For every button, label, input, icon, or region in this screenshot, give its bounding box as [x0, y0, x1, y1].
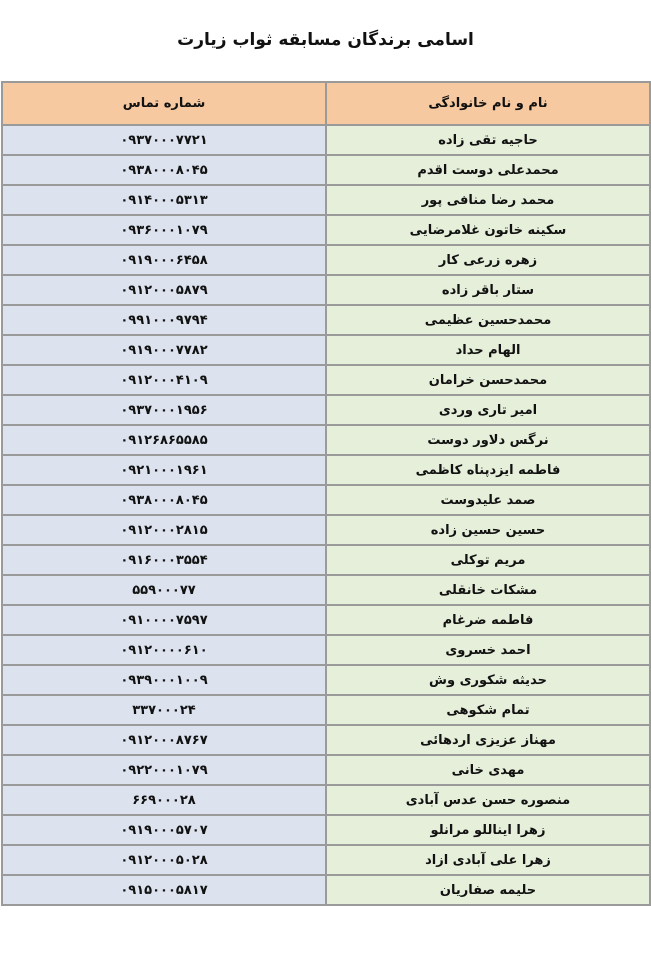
phone-number-cell: ۰۹۳۸۰۰۰۸۰۴۵ — [2, 155, 326, 185]
table-row — [2, 515, 650, 545]
phone-number-cell: ۰۹۱۰۰۰۰۷۵۹۷ — [2, 605, 326, 635]
winners-table — [1, 81, 651, 906]
table-row — [2, 695, 650, 725]
table-row — [2, 305, 650, 335]
phone-number-cell: ۰۹۱۲۰۰۰۸۷۶۷ — [2, 725, 326, 755]
table-row — [2, 155, 650, 185]
table-row — [2, 575, 650, 605]
table-row — [2, 455, 650, 485]
phone-number-cell: ۰۹۳۹۰۰۰۱۰۰۹ — [2, 665, 326, 695]
winner-name-cell: زهرا ایناللو مرانلو — [326, 815, 650, 845]
table-row — [2, 335, 650, 365]
winner-name-cell: محمدحسن خرامان — [326, 365, 650, 395]
phone-number-cell: ۰۹۲۲۰۰۰۱۰۷۹ — [2, 755, 326, 785]
table-row — [2, 845, 650, 875]
phone-column-header: شماره تماس — [2, 82, 326, 125]
phone-number-cell: ۰۹۳۸۰۰۰۸۰۴۵ — [2, 485, 326, 515]
table-row — [2, 245, 650, 275]
winner-name-cell: ستار باقر زاده — [326, 275, 650, 305]
winner-name-cell: فاطمه ایزدپناه کاظمی — [326, 455, 650, 485]
phone-number-cell: ۰۹۱۲۰۰۰۰۶۱۰ — [2, 635, 326, 665]
table-row — [2, 755, 650, 785]
winner-name-cell: محمدحسین عظیمی — [326, 305, 650, 335]
winner-name-cell: فاطمه ضرغام — [326, 605, 650, 635]
winner-name-cell: نرگس دلاور دوست — [326, 425, 650, 455]
table-row — [2, 185, 650, 215]
table-row — [2, 785, 650, 815]
winner-name-cell: احمد خسروی — [326, 635, 650, 665]
winner-name-cell: الهام حداد — [326, 335, 650, 365]
winner-name-cell: منصوره حسن عدس آبادی — [326, 785, 650, 815]
phone-number-cell: ۰۹۹۱۰۰۰۹۷۹۴ — [2, 305, 326, 335]
winner-name-cell: تمام شکوهی — [326, 695, 650, 725]
winner-name-cell: حاجیه تقی زاده — [326, 125, 650, 155]
winner-name-cell: حدیثه شکوری وش — [326, 665, 650, 695]
phone-number-cell: ۰۹۱۶۰۰۰۳۵۵۴ — [2, 545, 326, 575]
table-row — [2, 215, 650, 245]
name-column-header: نام و نام خانوادگی — [326, 82, 650, 125]
winner-name-cell: مشکات خانقلی — [326, 575, 650, 605]
phone-number-cell: ۰۹۱۲۰۰۰۴۱۰۹ — [2, 365, 326, 395]
winner-name-cell: امیر تاری وردی — [326, 395, 650, 425]
phone-number-cell: ۰۹۱۲۰۰۰۵۰۲۸ — [2, 845, 326, 875]
table-row — [2, 605, 650, 635]
winner-name-cell: حسین حسین زاده — [326, 515, 650, 545]
phone-number-cell: ۰۹۱۹۰۰۰۵۷۰۷ — [2, 815, 326, 845]
phone-number-cell: ۰۹۱۴۰۰۰۵۳۱۳ — [2, 185, 326, 215]
table-row — [2, 875, 650, 905]
table-row — [2, 365, 650, 395]
winner-name-cell: حلیمه صفاریان — [326, 875, 650, 905]
phone-number-cell: ۰۹۱۹۰۰۰۷۷۸۲ — [2, 335, 326, 365]
phone-number-cell: ۰۹۳۶۰۰۰۱۰۷۹ — [2, 215, 326, 245]
table-row — [2, 425, 650, 455]
winner-name-cell: مهناز عزیزی اردهائی — [326, 725, 650, 755]
phone-number-cell: ۰۹۲۱۰۰۰۱۹۶۱ — [2, 455, 326, 485]
table-row — [2, 815, 650, 845]
phone-number-cell: ۰۹۱۵۰۰۰۵۸۱۷ — [2, 875, 326, 905]
winner-name-cell: محمدعلی دوست اقدم — [326, 155, 650, 185]
winner-name-cell: محمد رضا منافی پور — [326, 185, 650, 215]
phone-number-cell: ۰۹۳۷۰۰۰۷۷۲۱ — [2, 125, 326, 155]
winner-name-cell: مریم توکلی — [326, 545, 650, 575]
phone-number-cell: ۰۹۱۲۰۰۰۲۸۱۵ — [2, 515, 326, 545]
table-row — [2, 725, 650, 755]
table-row — [2, 665, 650, 695]
winner-name-cell: مهدی خانی — [326, 755, 650, 785]
phone-number-cell: ۰۹۱۲۶۸۶۵۵۸۵ — [2, 425, 326, 455]
table-row — [2, 485, 650, 515]
phone-number-cell: ۳۳۷۰۰۰۲۴ — [2, 695, 326, 725]
winner-name-cell: زهرا علی آبادی ازاد — [326, 845, 650, 875]
table-row — [2, 125, 650, 155]
phone-number-cell: ۵۵۹۰۰۰۷۷ — [2, 575, 326, 605]
phone-number-cell: ۰۹۳۷۰۰۰۱۹۵۶ — [2, 395, 326, 425]
winner-name-cell: صمد علیدوست — [326, 485, 650, 515]
winner-name-cell: سکینه خاتون غلامرضایی — [326, 215, 650, 245]
table-row — [2, 545, 650, 575]
table-row — [2, 395, 650, 425]
winner-name-cell: زهره زرعی کار — [326, 245, 650, 275]
phone-number-cell: ۶۶۹۰۰۰۲۸ — [2, 785, 326, 815]
table-row — [2, 635, 650, 665]
header-row — [2, 82, 650, 125]
phone-number-cell: ۰۹۱۲۰۰۰۵۸۷۹ — [2, 275, 326, 305]
table-body — [2, 125, 650, 905]
page-title: اسامی برندگان مسابقه ثواب زیارت — [177, 30, 474, 50]
table-row — [2, 275, 650, 305]
phone-number-cell: ۰۹۱۹۰۰۰۶۴۵۸ — [2, 245, 326, 275]
